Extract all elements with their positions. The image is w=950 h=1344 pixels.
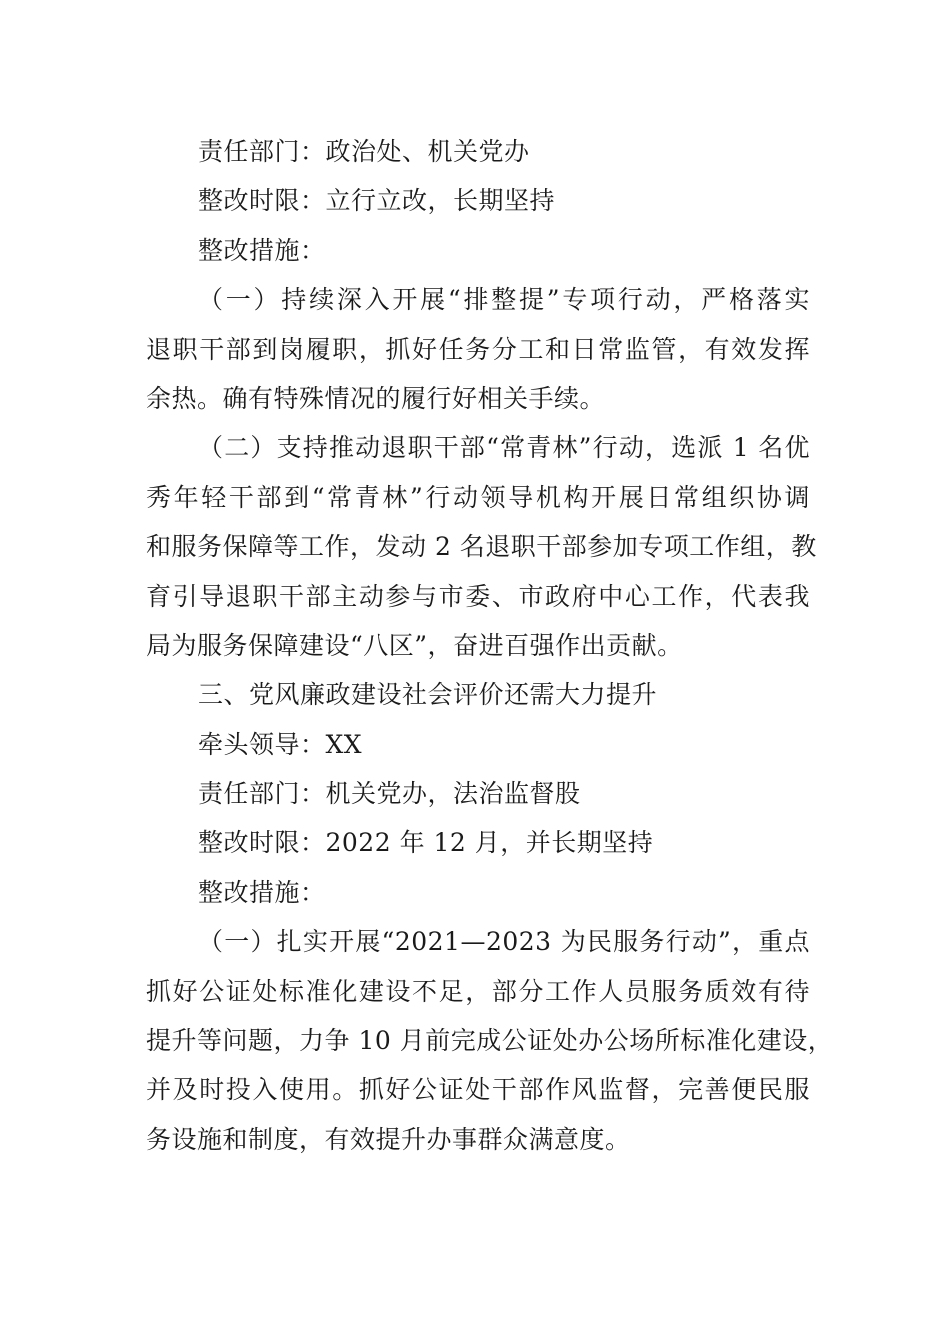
deadline-line-1: 整改时限：立行立改，长期坚持 [198, 186, 556, 216]
measures-heading-2: 整改措施： [198, 877, 326, 907]
measure-3-line-3: 提升等问题，力争 10 月前完成公证处办公场所标准化建设， [146, 1026, 834, 1056]
measure-1-line-3: 余热。确有特殊情况的履行好相关手续。 [146, 383, 606, 413]
responsible-dept-line-2: 责任部门：机关党办，法治监督股 [198, 779, 581, 809]
measure-3-line-1: （一）扎实开展“2021—2023 为民服务行动”，重点 [198, 927, 810, 957]
section-three-heading: 三、党风廉政建设社会评价还需大力提升 [198, 680, 658, 710]
measure-2-line-2: 秀年轻干部到“常青林”行动领导机构开展日常组织协调 [146, 482, 810, 512]
measure-2-line-1: （二）支持推动退职干部“常青林”行动，选派 1 名优 [198, 433, 810, 463]
measures-heading-1: 整改措施： [198, 235, 326, 265]
document-page [146, 127, 834, 1164]
measure-3-line-2: 抓好公证处标准化建设不足，部分工作人员服务质效有待 [146, 976, 810, 1006]
measure-1-line-1: （一）持续深入开展“排整提”专项行动，严格落实 [198, 285, 810, 315]
lead-leader-line: 牵头领导：XX [198, 729, 363, 759]
measure-3-line-4: 并及时投入使用。抓好公证处干部作风监督，完善便民服 [146, 1075, 810, 1105]
responsible-dept-line-1: 责任部门：政治处、机关党办 [198, 137, 530, 166]
measure-3-line-5: 务设施和制度，有效提升办事群众满意度。 [146, 1124, 631, 1154]
measure-1-line-2: 退职干部到岗履职，抓好任务分工和日常监管，有效发挥 [146, 334, 810, 364]
measure-2-line-5: 局为服务保障建设“八区”，奋进百强作出贡献。 [146, 630, 683, 660]
deadline-line-2: 整改时限：2022 年 12 月，并长期坚持 [198, 828, 654, 858]
measure-2-line-3: 和服务保障等工作，发动 2 名退职干部参加专项工作组，教 [146, 532, 817, 562]
measure-2-line-4: 育引导退职干部主动参与市委、市政府中心工作，代表我 [146, 581, 810, 611]
